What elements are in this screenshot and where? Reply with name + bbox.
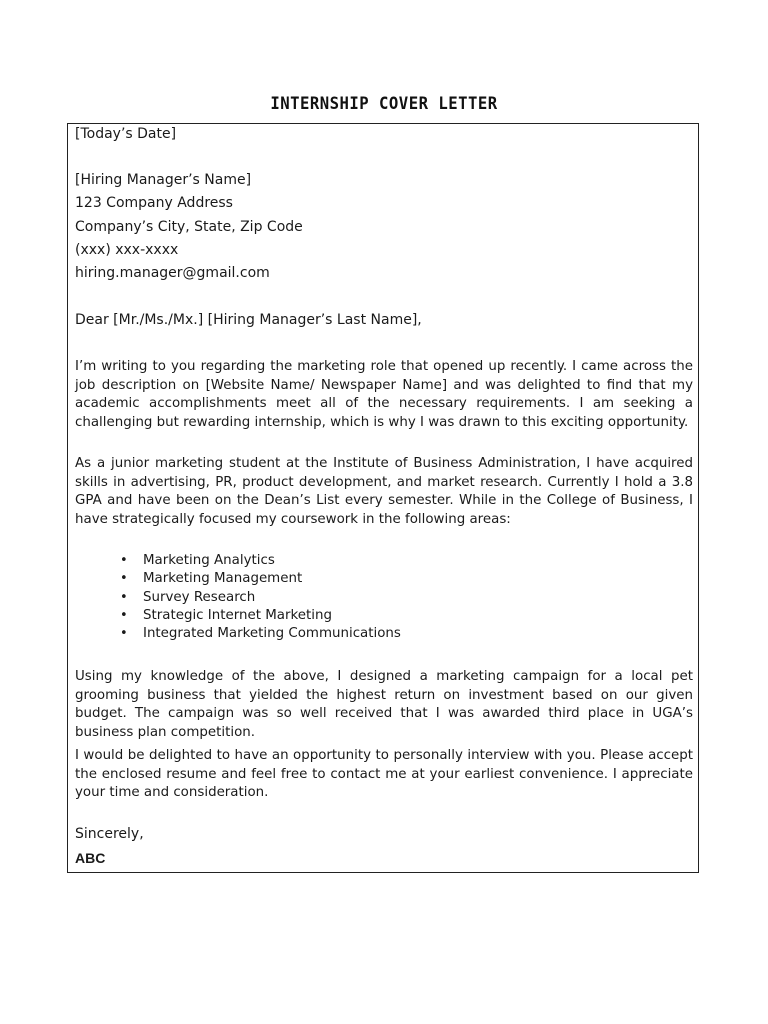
recipient-city-state-zip: Company’s City, State, Zip Code <box>75 219 303 235</box>
salutation: Dear [Mr./Ms./Mx.] [Hiring Manager’s Last Name], <box>75 312 422 328</box>
recipient-name: [Hiring Manager’s Name] <box>75 172 252 188</box>
body-paragraph-4: I would be delighted to have an opportunity to personally interview with you. Please accept the enclosed resume and feel free to contact me at your earliest convenience. I appreciate your time and consideration. <box>75 748 693 800</box>
signature-name: ABC <box>75 850 106 866</box>
body-paragraph-2: As a junior marketing student at the Institute of Business Administration, I have acquired skills in advertising, PR, product development, and market research. Currently I hold a 3.8 GPA and have been on the Dean’s List every semester. While in the College of Business, I have strategically focused my coursework in the following areas: <box>75 456 693 527</box>
body-paragraph-1: I’m writing to you regarding the marketing role that opened up recently. I came across the job description on [Website Name/ Newspaper Name] and was delighted to find that my academic accomplishments meet all of the necessary requirements. I am seeking a challenging but rewarding internship, which is why I was drawn to this exciting opportunity. <box>75 359 693 430</box>
recipient-phone: (xxx) xxx-xxxx <box>75 242 179 258</box>
date-line: [Today’s Date] <box>75 126 177 142</box>
recipient-address: 123 Company Address <box>75 195 233 211</box>
list-item: • Strategic Internet Marketing <box>75 607 401 625</box>
list-item: • Marketing Analytics <box>75 552 401 570</box>
list-item: • Survey Research <box>75 589 401 607</box>
coursework-list <box>75 552 401 643</box>
recipient-email: hiring.manager@gmail.com <box>75 265 270 281</box>
closing: Sincerely, <box>75 826 144 842</box>
body-paragraph-3: Using my knowledge of the above, I designed a marketing campaign for a local pet grooming business that yielded the highest return on investment based on our given budget. The campaign was so well received that I was awarded third place in UGA’s business plan competition. <box>75 669 693 740</box>
list-item: • Marketing Management <box>75 570 401 588</box>
list-item: • Integrated Marketing Communications <box>75 625 401 643</box>
document-title: INTERNSHIP COVER LETTER <box>270 94 498 114</box>
